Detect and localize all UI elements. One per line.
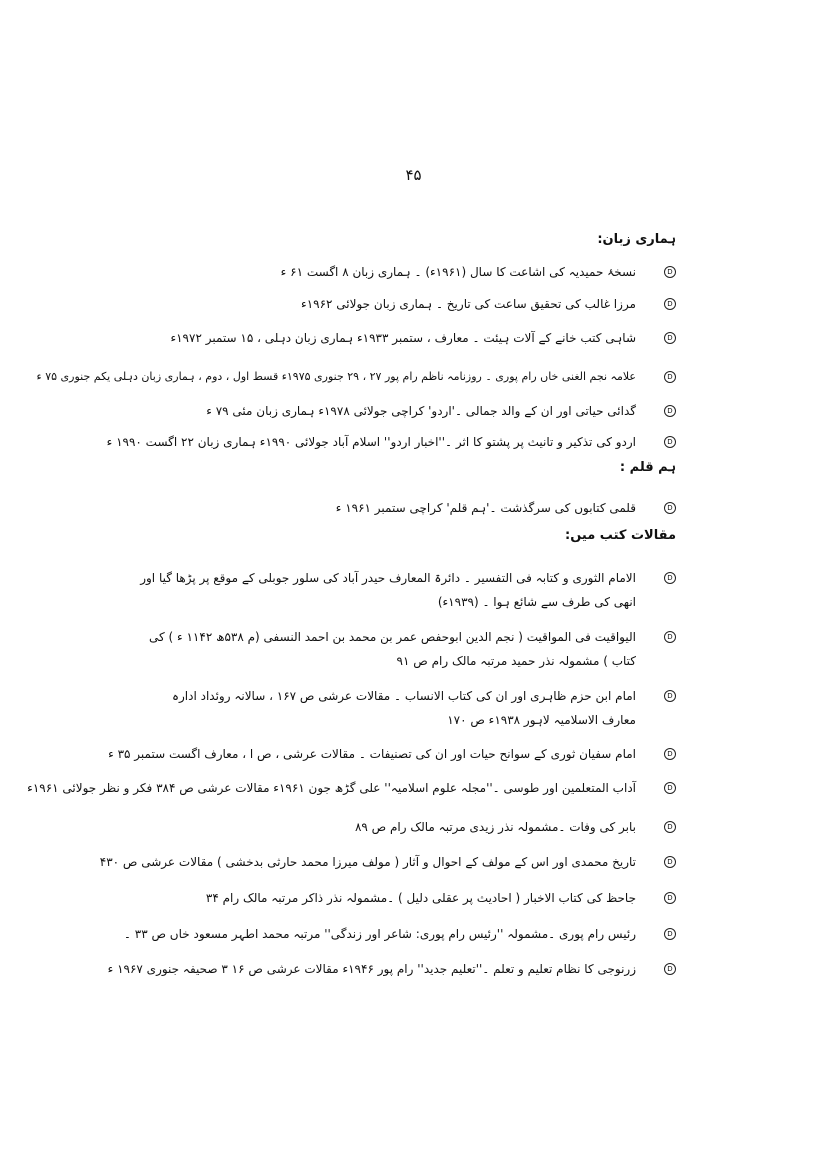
bullet-icon — [664, 690, 676, 702]
list-item: D شاہی کتب خانے کے آلات ہیئت ۔ معارف ، ستمبر ۱۹۳۳ء ہماری زبان دہلی ، ۱۵ ستمبر ۱۹۷۲ء — [136, 326, 676, 350]
section-heading-hamari-zaban: ہماری زبان: — [597, 232, 676, 247]
section-heading-maqalat: مقالات کتب میں: — [565, 528, 676, 543]
bullet-icon — [664, 748, 676, 760]
bullet-icon — [664, 928, 676, 940]
list-item: D امام ابن حزم ظاہری اور ان کی کتاب الانساب ۔ مقالات عرشی ص ۱۶۷ ، سالانہ روئداد ادارہ معارف الاسلامیہ لاہور ۱۹۳۸ء ص ۱۷۰ — [136, 684, 676, 732]
list-item: D گدائی حیاتی اور ان کے والد جمالی ۔'اردو' کراچی جولائی ۱۹۷۸ء ہماری زبان مئی ۷۹ ء — [136, 399, 676, 423]
bullet-icon — [664, 892, 676, 904]
list-item: D تاریخ محمدی اور اس کے مولف کے احوال و آثار ( مولف میرزا محمد حارثی بدخشی ) مقالات عرشی ص ۴۳۰ — [136, 850, 676, 874]
list-item: D بابر کی وفات ۔مشمولہ نذر زیدی مرتبہ مالک رام ص ۸۹ — [136, 815, 676, 839]
bullet-icon — [664, 502, 676, 514]
list-item: D اردو کی تذکیر و تانیث پر پشتو کا اثر ۔''اخبار اردو'' اسلام آباد جولائی ۱۹۹۰ء ہماری زبان ۲۲ اگست ۱۹۹۰ ء — [136, 430, 676, 454]
bullet-icon — [664, 782, 676, 794]
page-number: ۴۵ — [405, 166, 422, 184]
bullet-icon — [664, 436, 676, 448]
bullet-icon — [664, 371, 676, 383]
list-item: D قلمی کتابوں کی سرگذشت ۔'ہم قلم' کراچی ستمبر ۱۹۶۱ ء — [136, 496, 676, 520]
bullet-icon — [664, 963, 676, 975]
bullet-icon — [664, 572, 676, 584]
bullet-icon — [664, 298, 676, 310]
list-item: D مرزا غالب کی تحقیق ساعت کی تاریخ ۔ ہماری زبان جولائی ۱۹۶۲ء — [136, 292, 676, 316]
bullet-icon — [664, 631, 676, 643]
list-item: D جاحظ کی کتاب الاخبار ( احادیث پر عقلی دلیل ) ۔مشمولہ نذر ذاکر مرتبہ مالک رام ۳۴ — [136, 886, 676, 910]
list-item: D الامام الثوری و کتابہ فی التفسیر ۔ دائرۃ المعارف حیدر آباد کی سلور جوبلی کے موقع پر پڑھا گیا اور انھی کی طرف سے شائع ہوا ۔ (۱۹۳۹ء) — [136, 566, 676, 614]
list-item: D علامہ نجم الغنی خاں رام پوری ۔ روزنامہ ناظم رام پور ۲۷ ، ۲۹ جنوری ۱۹۷۵ء قسط اول ، دوم ، ہماری زبان دہلی یکم جنوری ۷۵ ء — [124, 365, 684, 389]
bullet-icon — [664, 405, 676, 417]
section-heading-ham-qalam: ہم قلم : — [619, 460, 676, 475]
list-item: D الیواقیت فی المواقیت ( نجم الدین ابوحفص عمر بن محمد بن احمد النسفی (م ۵۳۸ھ ۱۱۴۲ ء ) کی کتاب ) مشمولہ نذر حمید مرتبہ مالک رام ص ۹۱ — [136, 625, 676, 673]
list-item: D آداب المتعلمین اور طوسی ۔''مجلہ علوم اسلامیہ'' علی گڑھ جون ۱۹۶۱ء مقالات عرشی ص ۳۸۴ فکر و نظر جولائی ۱۹۶۱ء — [136, 776, 676, 800]
bullet-icon — [664, 856, 676, 868]
list-item: D امام سفیان ثوری کے سوانح حیات اور ان کی تصنیفات ۔ مقالات عرشی ، ص ا ، معارف اگست ستمبر ۳۵ ء — [136, 742, 676, 766]
bullet-icon — [664, 821, 676, 833]
list-item: D نسخۂ حمیدیہ کی اشاعت کا سال (۱۹۶۱ء) ۔ ہماری زبان ۸ اگست ۶۱ ء — [136, 260, 676, 284]
bullet-icon — [664, 266, 676, 278]
list-item: D زرنوجی کا نظام تعلیم و تعلم ۔''تعلیم جدید'' رام پور ۱۹۴۶ء مقالات عرشی ص ۱۶ ۳ صحیفہ جنوری ۱۹۶۷ ء — [136, 957, 676, 981]
list-item: D رئیس رام پوری ۔مشمولہ ''رئیس رام پوری: شاعر اور زندگی'' مرتبہ محمد اطہر مسعود خاں ص ۳۳ ۔ — [136, 922, 676, 946]
bullet-icon — [664, 332, 676, 344]
